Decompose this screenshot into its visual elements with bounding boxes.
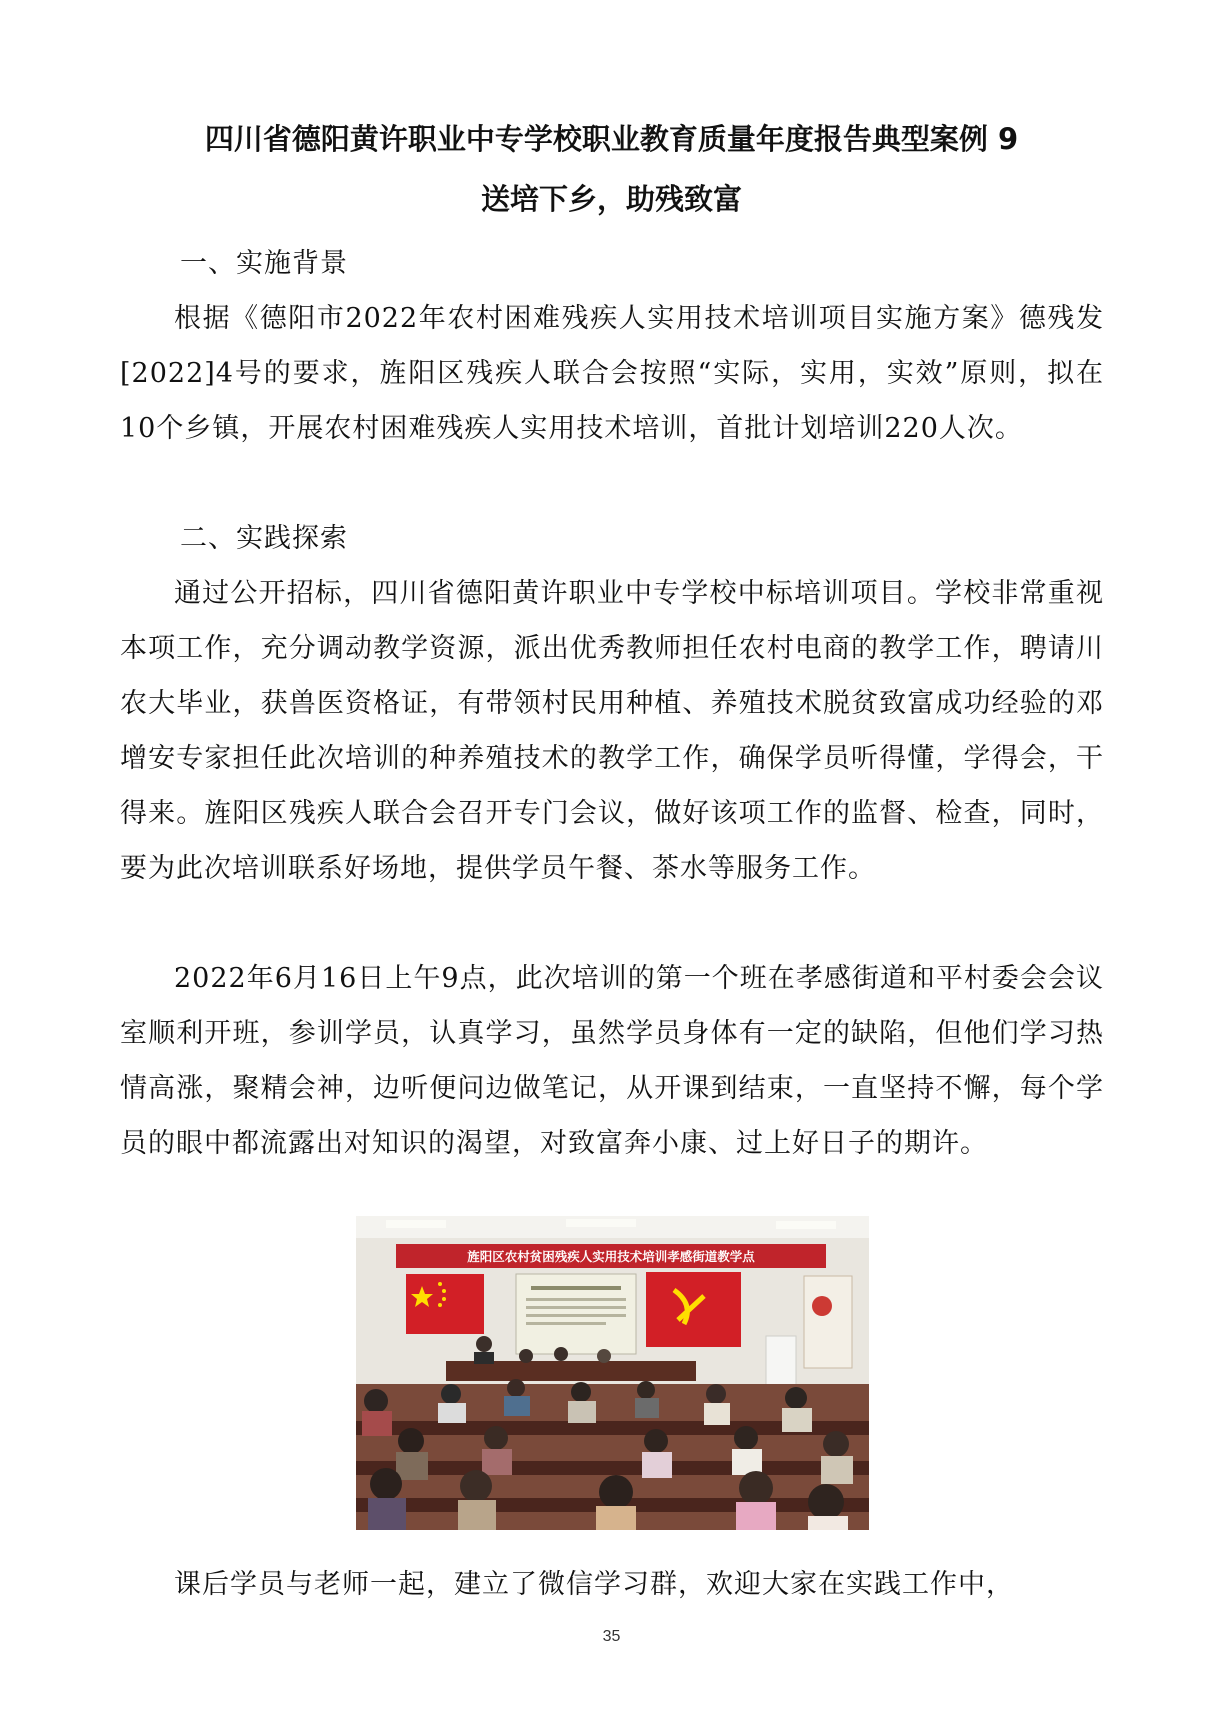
flag-right (646, 1272, 741, 1347)
paragraph-background: 根据《德阳市2022年农村困难残疾人实用技术培训项目实施方案》德残发[2022]4号的要求，旌阳区残疾人联合会按照“实际，实用，实效”原则，拟在10个乡镇，开展农村困难残疾人实用技术培训，首批计划培训220人次。 (120, 303, 1104, 444)
section-heading-practice: 二、实践探索 (180, 523, 348, 554)
paragraph-practice-1: 通过公开招标，四川省德阳黄许职业中专学校中标培训项目。学校非常重视本项工作，充分调动教学资源，派出优秀教师担任农村电商的教学工作，聘请川农大毕业，获兽医资格证，有带领村民用种植、养殖技术脱贫致富成功经验的邓增安专家担任此次培训的种养殖技术的教学工作，确保学员听得懂，学得会，干得来。旌阳区残疾人联合会召开专门会议，做好该项工作的监督、检查，同时，要为此次培训联系好场地，提供学员午餐、茶水等服务工作。 (120, 578, 1104, 884)
paragraph-practice-3: 课后学员与老师一起，建立了微信学习群，欢迎大家在实践工作中， (174, 1569, 1014, 1600)
banner-text: 旌阳区农村贫困残疾人实用技术培训孝感街道教学点 (467, 1249, 755, 1264)
paragraph-practice-2: 2022年6月16日上午9点，此次培训的第一个班在孝感街道和平村委会会议室顺利开班，参训学员，认真学习，虽然学员身体有一定的缺陷，但他们学习热情高涨，聚精会神，边听便问边做笔记，从开课到结束，一直坚持不懈，每个学员的眼中都流露出对知识的渴望，对致富奔小康、过上好日子的期许。 (120, 963, 1104, 1159)
page-number: 35 (602, 1628, 621, 1645)
case-subtitle: 送培下乡，助残致富 (480, 182, 742, 216)
wall-poster (804, 1276, 852, 1368)
section-heading-background: 一、实施背景 (180, 248, 348, 279)
document-title: 四川省德阳黄许职业中专学校职业教育质量年度报告典型案例 9 (204, 122, 1019, 156)
training-class-photo (356, 1216, 869, 1530)
